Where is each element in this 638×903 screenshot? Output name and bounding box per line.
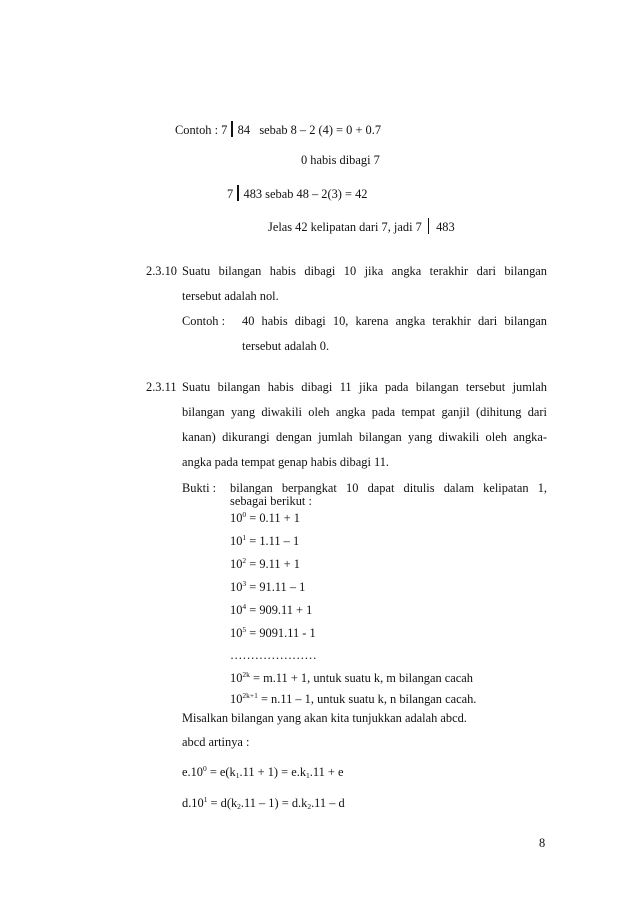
eq-part: = e(k [206,765,236,779]
power-exponent: 2k+1 [242,691,258,700]
section-number-2-3-11: 2.3.11 [146,380,177,394]
power-base: 10 [230,511,243,525]
divisor: 7 [221,123,228,137]
proof-label: Bukti : [182,481,217,495]
proof-line-1: bilangan berpangkat 10 dapat ditulis dalam kelipatan 1, [230,481,547,495]
section-2-3-11-line-2: bilangan yang diwakili oleh angka pada tempat ganjil (dihitung dari [182,405,547,419]
dividend: 483 [436,220,455,234]
example-7-line-1 [175,121,381,138]
power-base: 10 [230,557,243,571]
power-exponent: 2 [242,556,247,565]
example-explanation: sebab 8 – 2 (4) = 0 + 0.7 [259,123,382,137]
section-2-3-10-example-label: Contoh : [182,314,226,328]
eq-part: .11 – 1) = d.k [240,796,308,810]
power-row [230,533,299,549]
section-2-3-11-line-3: kanan) dikurangi dengan jumlah bilangan yang diwakili oleh angka- [182,430,547,444]
power-base: 10 [230,603,243,617]
power-exponent: 4 [242,602,247,611]
eq-subscript: 2 [237,802,241,811]
power-value: = 9.11 + 1 [246,557,300,571]
means-line: abcd artinya : [182,735,250,749]
dividend: 84 [237,123,251,137]
eq-part: .11 + 1) = e.k [239,765,307,779]
example-label: Contoh : [175,123,219,137]
division-bar [231,121,232,137]
power-row [230,556,300,572]
proof-line-2: sebagai berikut : [230,494,312,508]
power-row [230,602,312,618]
power-exponent: 2k [242,670,250,679]
example-7-line-3 [227,185,368,202]
power-value: = m.11 + 1, untuk suatu k, m bilangan cacah [249,671,473,685]
power-exponent: 1 [242,533,247,542]
ellipsis-row: ………………… [230,648,317,662]
power-value: = 909.11 + 1 [246,603,313,617]
example-explanation: 483 sebab 48 – 2(3) = 42 [243,187,368,201]
power-value: = 91.11 – 1 [246,580,306,594]
power-base: 10 [230,692,243,706]
eq-subscript: 2 [307,802,312,811]
power-value: = n.11 – 1, untuk suatu k, n bilangan cacah. [257,692,477,706]
eq-part: = d(k [207,796,238,810]
power-exponent: 3 [242,579,247,588]
power-exponent: 5 [242,625,247,634]
equation-e [182,764,344,780]
power-row [230,510,300,526]
suppose-line: Misalkan bilangan yang akan kita tunjukkan adalah abcd. [182,711,467,725]
power-base: 10 [230,626,243,640]
power-base: 10 [230,534,243,548]
section-2-3-10-example-line-2: tersebut adalah 0. [242,339,330,353]
power-row [230,625,316,641]
example-7-line-2: 0 habis dibagi 7 [301,153,380,167]
power-exponent: 0 [242,510,247,519]
section-2-3-11-line-1: Suatu bilangan habis dibagi 11 jika pada bilangan tersebut jumlah [182,380,547,394]
equation-d [182,795,345,811]
eq-part: e.10 [182,765,203,779]
conclusion-text: Jelas 42 kelipatan dari 7, jadi 7 [268,220,422,234]
division-bar [237,185,238,201]
eq-part: .11 – d [311,796,345,810]
eq-subscript: 1 [306,771,310,780]
power-general-even [230,670,473,686]
page-number: 8 [539,836,546,850]
eq-subscript: 1 [235,771,240,780]
section-2-3-10-line-1: Suatu bilangan habis dibagi 10 jika angka terakhir dari bilangan [182,264,547,278]
power-value: = 9091.11 - 1 [246,626,316,640]
eq-part: .11 + e [309,765,344,779]
power-value: = 1.11 – 1 [246,534,300,548]
power-base: 10 [230,580,243,594]
power-row [230,579,305,595]
section-2-3-10-example-line-1: 40 habis dibagi 10, karena angka terakhir dari bilangan [242,314,547,328]
division-bar [428,218,429,234]
power-general-odd [230,691,476,707]
power-base: 10 [230,671,243,685]
power-value: = 0.11 + 1 [246,511,300,525]
eq-exponent: 0 [203,764,207,773]
eq-exponent: 1 [203,795,208,804]
section-2-3-10-line-2: tersebut adalah nol. [182,289,279,303]
divisor: 7 [227,187,234,201]
section-2-3-11-line-4: angka pada tempat genap habis dibagi 11. [182,455,390,469]
eq-part: d.10 [182,796,204,810]
example-7-line-4 [268,218,455,235]
section-number-2-3-10: 2.3.10 [146,264,177,278]
